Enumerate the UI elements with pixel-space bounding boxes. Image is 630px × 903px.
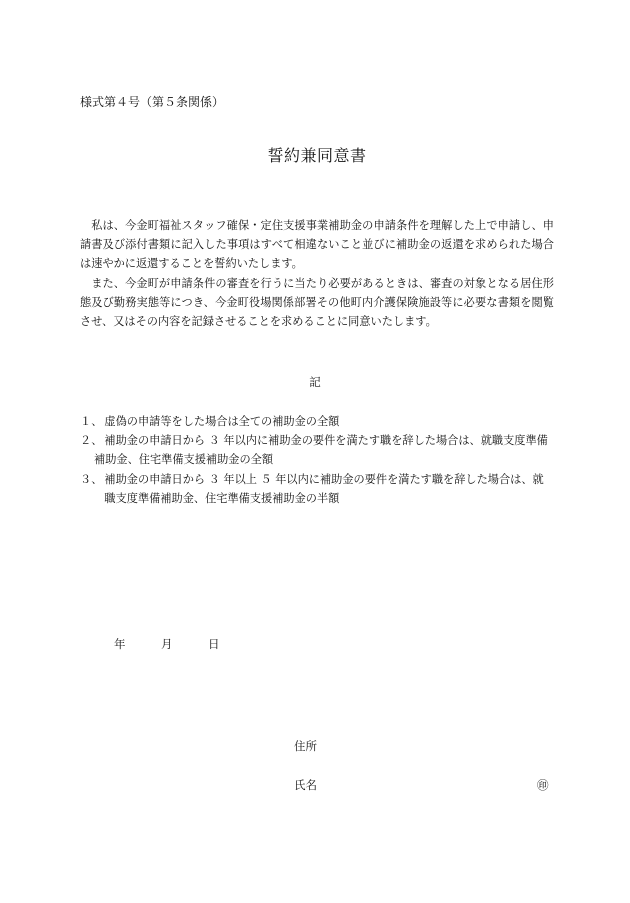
pledge-paragraph: 私は、今金町福祉スタッフ確保・定住支援事業補助金の申請条件を理解した上で申請し、申請書及び添付書類に記入した事項はすべて相違ないこと並びに補助金の返還を求められた場合は速やかに返還することを誓約いたします。 [80, 219, 554, 271]
list-item-number: ２、 [80, 434, 103, 448]
list-item-continuation [80, 450, 554, 469]
pledge-body [80, 216, 554, 331]
ki-heading: 記 [309, 375, 321, 389]
document-title [0, 145, 630, 167]
list-item-text: 虚偽の申請等をした場合は全ての補助金の全額 [104, 415, 340, 428]
document-title-text: 誓約兼同意書 [267, 146, 367, 165]
list-item-text: 補助金、住宅準備支援補助金の全額 [94, 453, 274, 467]
consent-paragraph: また、今金町が申請条件の審査を行うに当たり必要があるときは、審査の対象となる居住形態及び勤務実態等につき、今金町役場関係部署その他町内介護保険施設等に必要な書類を閲覧させ、又はその内容を記録させることを求めることに同意いたします。 [80, 276, 554, 329]
date-month-label: 月 [161, 637, 173, 651]
seal-mark: ㊞ [537, 778, 549, 792]
list-item-number: ３、 [80, 472, 103, 486]
list-item [80, 412, 554, 431]
name-label: 氏名 [294, 778, 317, 792]
list-item-text: 補助金の申請日から ３ 年以上 ５ 年以内に補助金の要件を満たす職を辞した場合は、就職支度準備補助金、住宅準備支援補助金の半額 [104, 472, 544, 505]
list-item [80, 470, 554, 508]
list-item [80, 431, 554, 450]
date-day-label: 日 [208, 637, 220, 651]
address-label: 住所 [294, 739, 317, 753]
form-number: 様式第４号（第５条関係） [80, 95, 225, 109]
date-year-label: 年 [114, 637, 126, 651]
refund-conditions-list [80, 412, 554, 508]
list-item-number: １、 [80, 415, 103, 428]
list-item-text: 補助金の申請日から ３ 年以内に補助金の要件を満たす職を辞した場合は、就職支度準備 [104, 434, 548, 448]
date-line [114, 636, 220, 652]
